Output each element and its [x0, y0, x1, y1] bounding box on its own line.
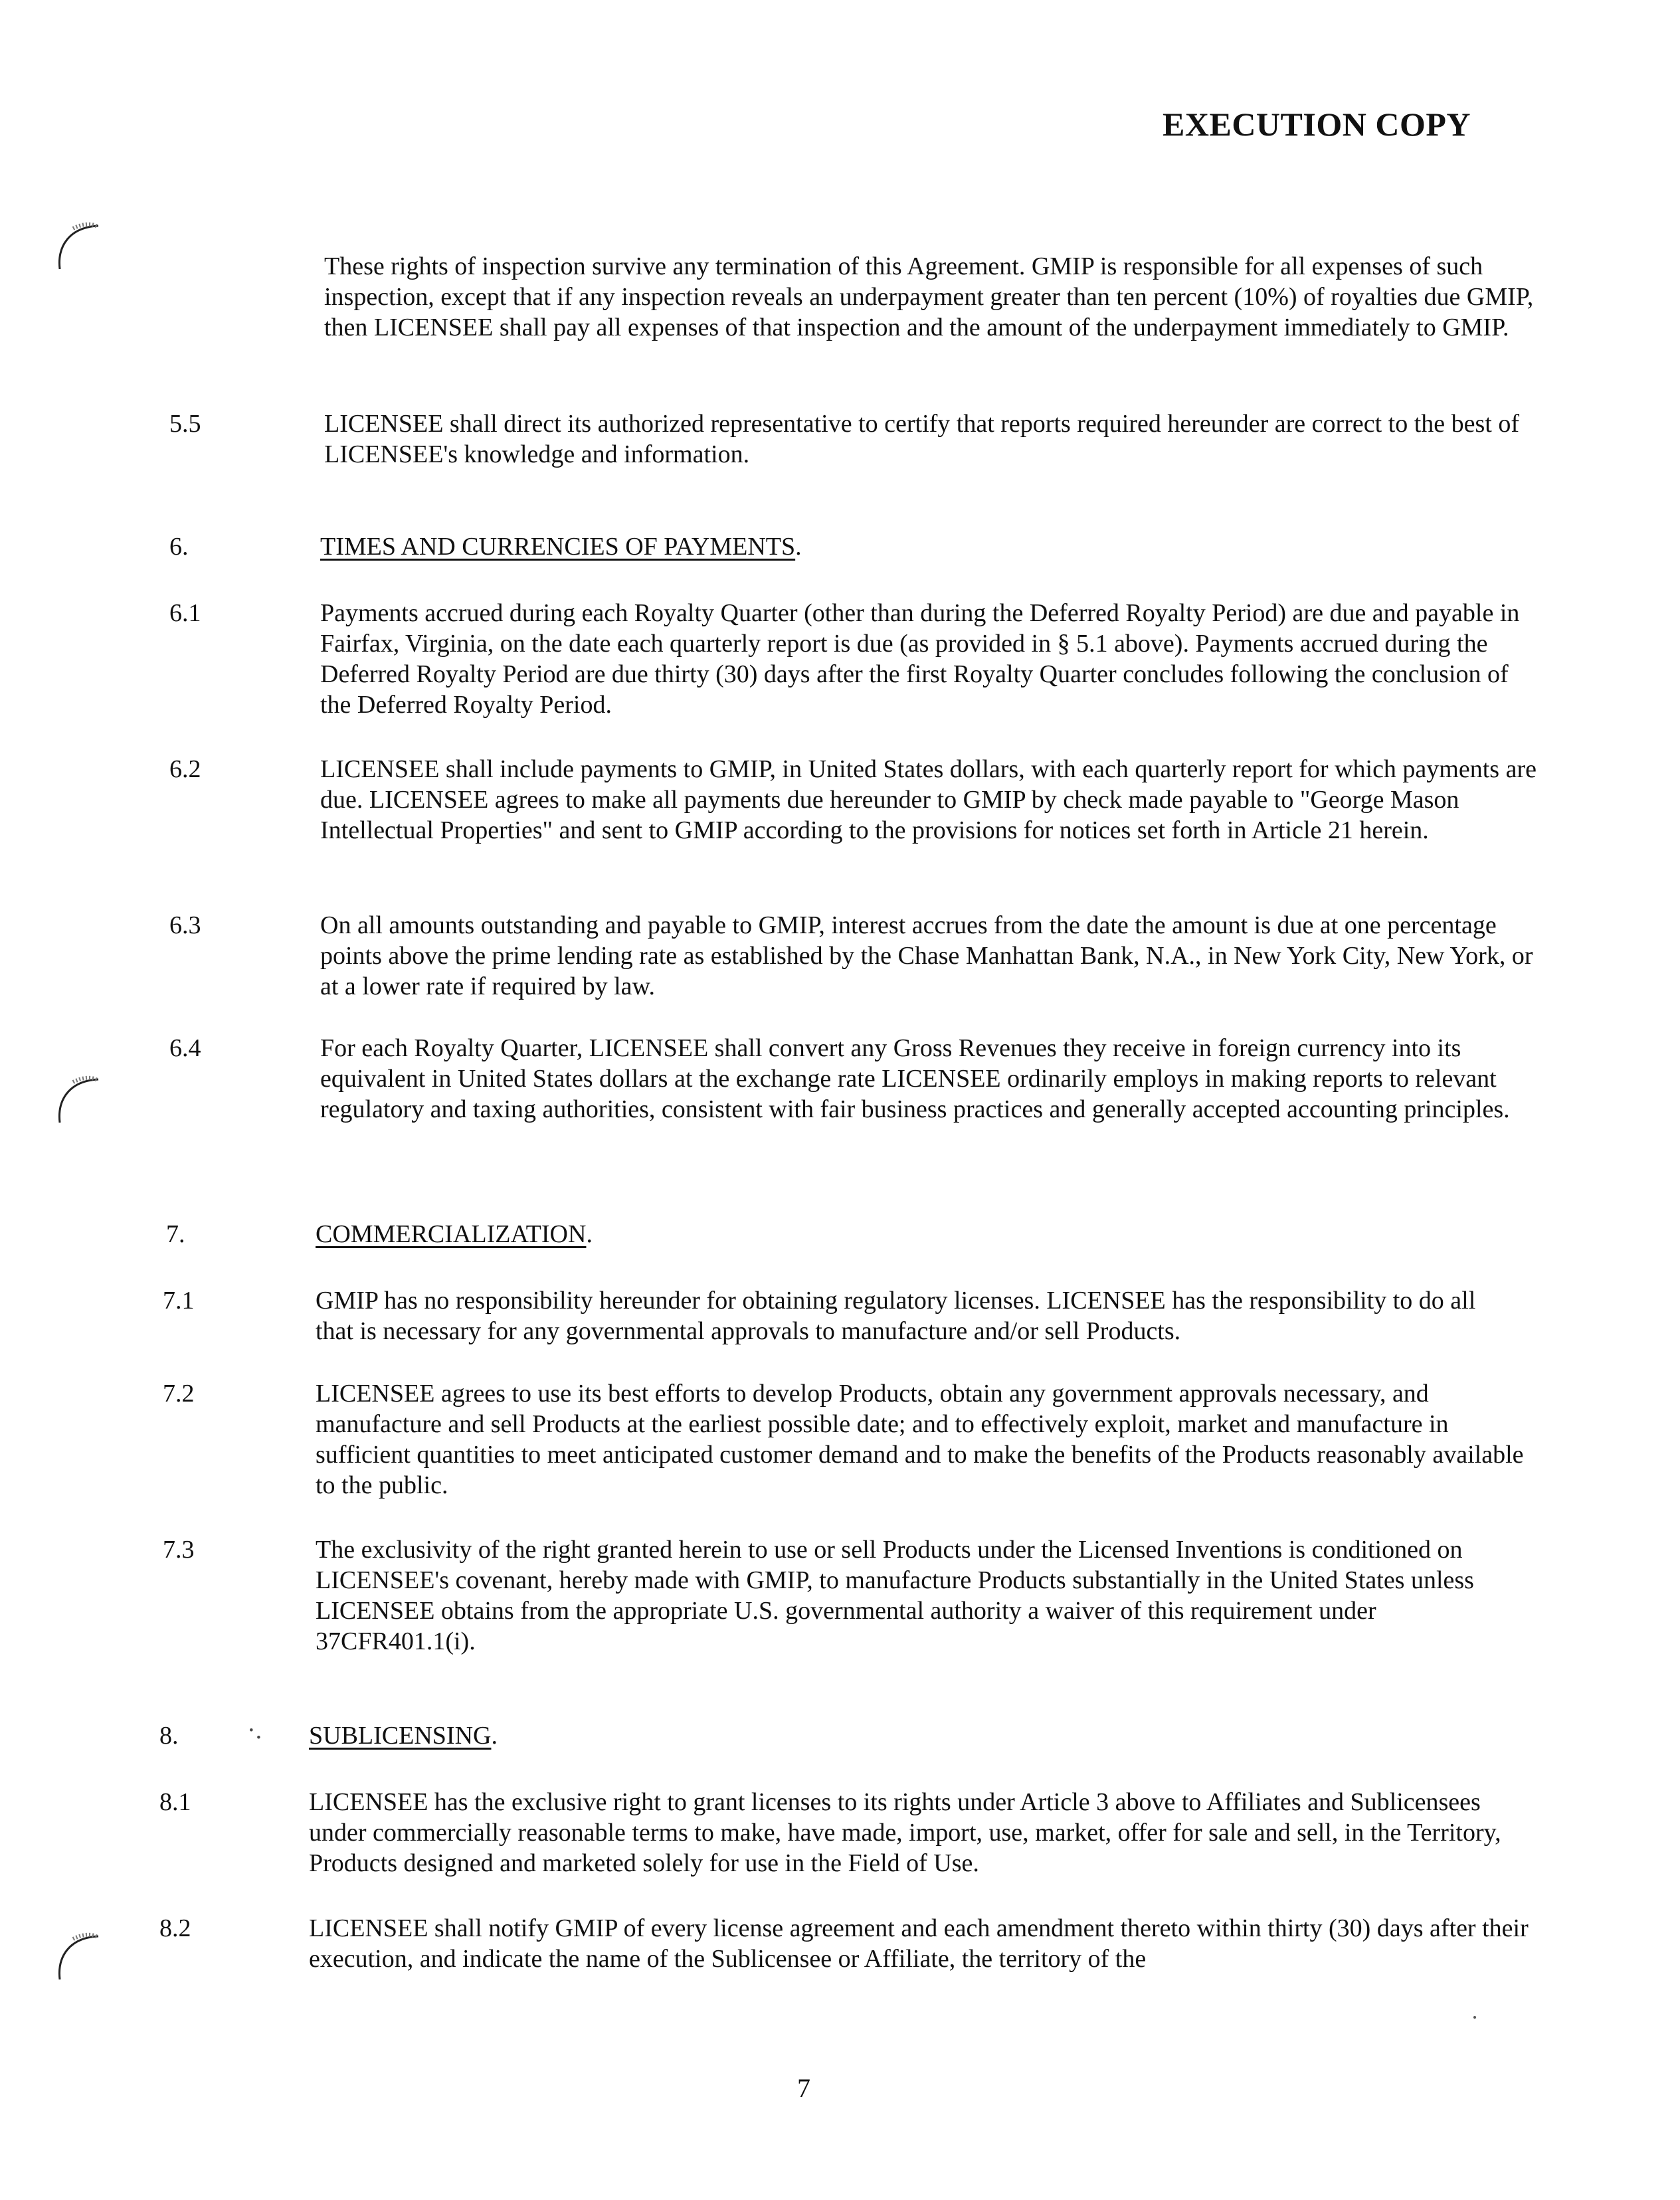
section-heading-7	[316, 1219, 593, 1249]
intro-paragraph: These rights of inspection survive any termination of this Agreement. GMIP is responsible for all expenses of such inspection, except that if any inspection reveals an underpayment greater than ten percent (10%) of royalties due GMIP, then LICENSEE shall pay all expenses of that inspection and the amount of the underpayment immediately to GMIP.	[324, 252, 1534, 341]
section-heading-8	[309, 1720, 498, 1751]
section-heading-8-text: SUBLICENSING	[309, 1722, 492, 1750]
section-heading-6-text: TIMES AND CURRENCIES OF PAYMENTS	[320, 533, 796, 561]
clause-number-7-3: 7.3	[163, 1536, 195, 1564]
clause-number-6-1: 6.1	[169, 599, 201, 627]
clause-text-7-1: GMIP has no responsibility hereunder for obtaining regulatory licenses. LICENSEE has the responsibility to do all that is necessary for any governmental approvals to manufacture and/or sell Products.	[316, 1287, 1476, 1345]
clause-number-7-1: 7.1	[163, 1287, 195, 1315]
clause-number-8-1: 8.1	[159, 1788, 191, 1816]
clause-text-6-2: LICENSEE shall include payments to GMIP, in United States dollars, with each quarterly report for which payments are due. LICENSEE agrees to make all payments due hereunder to GMIP by check made payable to "George Mason Intellectual Properties" and sent to GMIP according to the provisions for notices set forth in Article 21 herein.	[320, 755, 1537, 844]
section-heading-8-suffix: .	[491, 1722, 498, 1750]
clause-number-6-2: 6.2	[169, 755, 201, 783]
clause-text-6-4: For each Royalty Quarter, LICENSEE shall convert any Gross Revenues they receive in foreign currency into its equivalent in United States dollars at the exchange rate LICENSEE ordinarily employs in making reports to relevant regulatory and taxing authorities, consistent with fair business practices and generally accepted accounting principles.	[320, 1034, 1510, 1123]
section-number-6: 6.	[169, 533, 189, 561]
page-number: 7	[797, 2073, 810, 2103]
section-heading-6	[320, 531, 802, 562]
scan-artifact-dots: ·.	[247, 1716, 262, 1744]
section-number-8: 8.	[159, 1722, 179, 1750]
clause-number-5-5: 5.5	[169, 410, 201, 438]
clause-number-6-4: 6.4	[169, 1034, 201, 1062]
clause-text-8-2: LICENSEE shall notify GMIP of every license agreement and each amendment thereto within thirty (30) days after their execution, and indicate the name of the Sublicensee or Affiliate, the territory of the	[309, 1914, 1529, 1973]
clause-text-6-3: On all amounts outstanding and payable to GMIP, interest accrues from the date the amount is due at one percentage points above the prime lending rate as established by the Chase Manhattan Bank, N.A., in New York City, New York, or at a lower rate if required by law.	[320, 911, 1533, 1000]
section-number-7: 7.	[166, 1220, 185, 1248]
section-heading-7-suffix: .	[586, 1220, 593, 1248]
clause-text-7-2: LICENSEE agrees to use its best efforts to develop Products, obtain any government approvals necessary, and manufacture and sell Products at the earliest possible date; and to effectively exploit, market and manufacture in sufficient quantities to meet anticipated customer demand and to make the benefits of the Products reasonably available to the public.	[316, 1380, 1524, 1499]
binder-hole-mark-icon	[53, 219, 100, 272]
binder-hole-mark-icon	[53, 1930, 100, 1983]
scan-speck	[1473, 2016, 1476, 2019]
clause-number-6-3: 6.3	[169, 911, 201, 939]
clause-text-6-1: Payments accrued during each Royalty Quarter (other than during the Deferred Royalty Period) are due and payable in Fairfax, Virginia, on the date each quarterly report is due (as provided in § 5.1 above). Payments accrued during the Deferred Royalty Period are due thirty (30) days after the first Royalty Quarter concludes following the conclusion of the Deferred Royalty Period.	[320, 599, 1520, 719]
clause-text-7-3: The exclusivity of the right granted herein to use or sell Products under the Licensed Inventions is conditioned on LICENSEE's covenant, hereby made with GMIP, to manufacture Products substantially in the United States unless LICENSEE obtains from the appropriate U.S. governmental authority a waiver of this requirement under 37CFR401.1(i).	[316, 1536, 1474, 1655]
clause-number-7-2: 7.2	[163, 1380, 195, 1408]
document-header-title: EXECUTION COPY	[1163, 106, 1471, 143]
clause-number-8-2: 8.2	[159, 1914, 191, 1942]
clause-text-5-5: LICENSEE shall direct its authorized representative to certify that reports required hereunder are correct to the best of LICENSEE's knowledge and information.	[324, 410, 1519, 468]
section-heading-7-text: COMMERCIALIZATION	[316, 1220, 587, 1248]
binder-hole-mark-icon	[53, 1073, 100, 1126]
section-heading-6-suffix: .	[795, 533, 802, 561]
clause-text-8-1: LICENSEE has the exclusive right to grant licenses to its rights under Article 3 above to Affiliates and Sublicensees under commercially reasonable terms to make, have made, import, use, market, offer for sale and sell, in the Territory, Products designed and marketed solely for use in the Field of Use.	[309, 1788, 1501, 1877]
